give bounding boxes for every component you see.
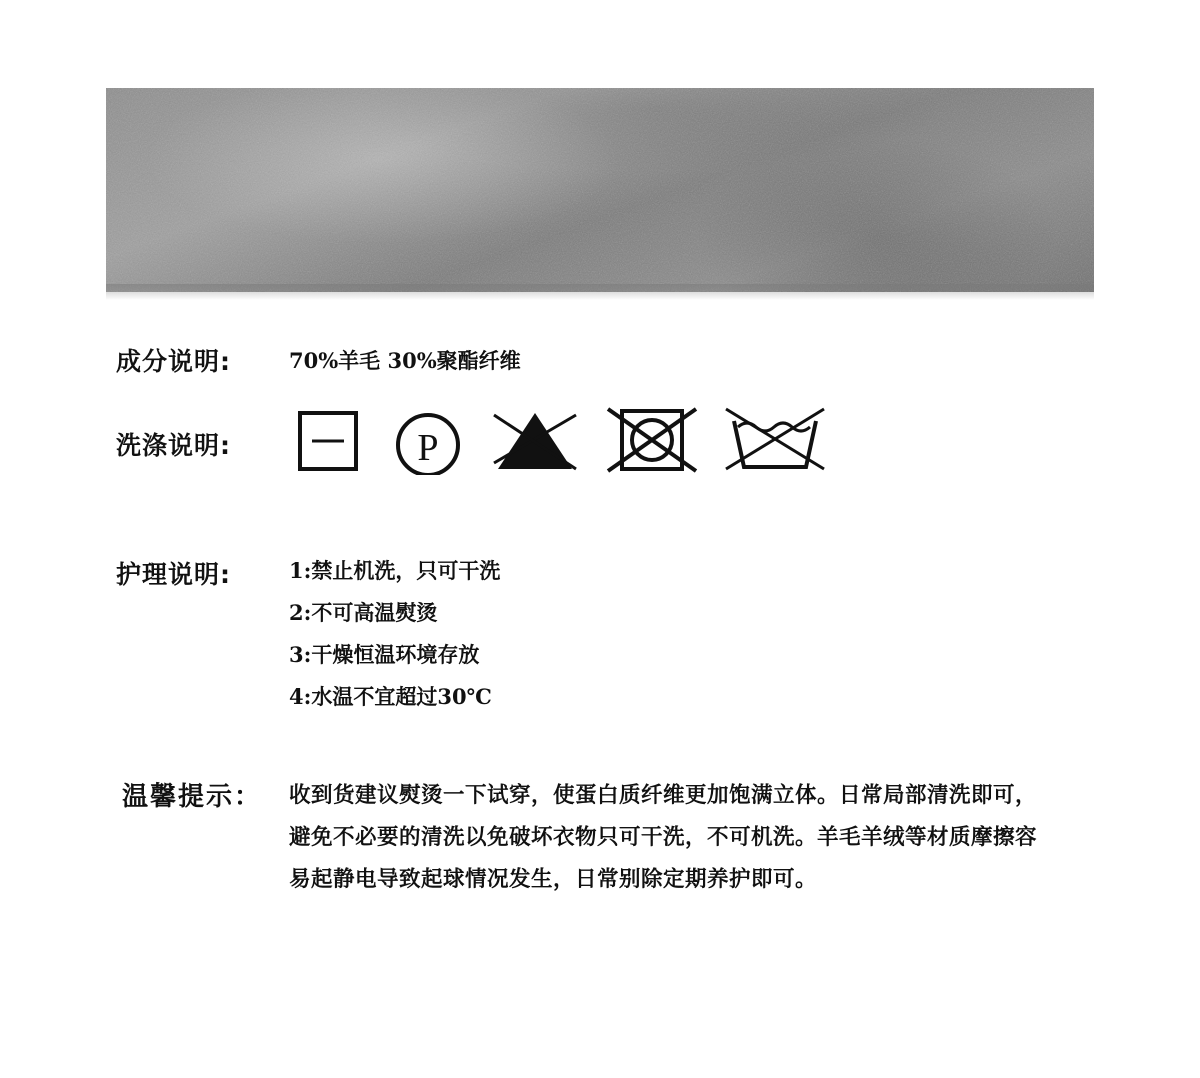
dry-clean-p-icon xyxy=(392,405,462,475)
care-line-2: 2:不可高温熨烫 xyxy=(289,600,438,625)
care-line-4: 4:水温不宜超过30℃ xyxy=(289,684,492,709)
care-line-1: 1:禁止机洗，只可干洗 xyxy=(289,558,501,583)
fabric-noise xyxy=(106,88,1094,292)
washing-label: 洗涤说明: xyxy=(116,431,231,460)
tips-label: 温馨提示： xyxy=(122,782,263,812)
composition-label: 成分说明: xyxy=(116,347,231,376)
tips-text: 收到货建议熨烫一下试穿，使蛋白质纤维更加饱满立体。日常局部清洗即可，避免不必要的清洗以免破坏衣物只可干洗，不可机洗。羊毛羊绒等材质摩擦容易起静电导致起球情况发生，日常别除定期养护即可。 xyxy=(289,783,1038,892)
fabric-texture-image xyxy=(106,88,1094,292)
no-bleach-icon xyxy=(490,405,580,475)
tumble-dry-flat-icon xyxy=(296,405,360,473)
composition-value: 70%羊毛 30%聚酯纤维 xyxy=(289,348,521,373)
care-line-3: 3:干燥恒温环境存放 xyxy=(289,642,480,667)
care-label: 护理说明: xyxy=(116,560,231,589)
no-tumble-dry-icon xyxy=(604,405,700,475)
washing-icons xyxy=(290,405,850,475)
svg-text:P: P xyxy=(417,427,439,469)
no-wash-icon xyxy=(720,405,830,475)
